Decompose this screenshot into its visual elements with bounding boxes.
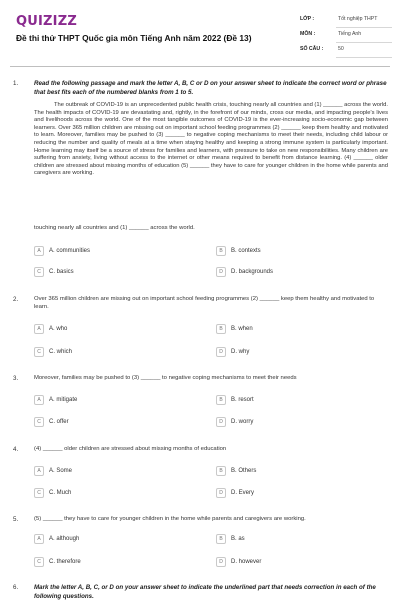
question-stem: Over 365 million children are missing out on important school feeding programmes (2) ______ keep them healthy and motivated to learn. bbox=[34, 296, 375, 310]
option-letter-box: B bbox=[216, 246, 226, 256]
option-letter-box: D bbox=[216, 557, 226, 567]
option-label: C. which bbox=[49, 348, 73, 355]
question-instruction: Mark the letter A, B, C, or D on your answer sheet to indicate the underlined part that needs correction in each of the following questions. bbox=[34, 584, 376, 600]
option-letter-box: A bbox=[34, 324, 44, 334]
document-title: Đề thi thử THPT Quốc gia môn Tiếng Anh năm 2022 (Đề 13) bbox=[16, 33, 252, 43]
question-number: 3. bbox=[13, 375, 19, 382]
page-header bbox=[0, 0, 400, 72]
option-label: A. who bbox=[49, 325, 68, 332]
option-letter-box: A bbox=[34, 246, 44, 256]
option-letter-box: B bbox=[216, 395, 226, 405]
option-d[interactable] bbox=[216, 417, 376, 429]
option-b[interactable] bbox=[216, 395, 376, 407]
option-b[interactable] bbox=[216, 324, 376, 336]
option-d[interactable] bbox=[216, 267, 376, 279]
meta-count-label: SỐ CÂU : bbox=[300, 46, 324, 52]
option-label: A. although bbox=[49, 535, 80, 542]
meta-class-label: LỚP : bbox=[300, 16, 315, 22]
question-stem: (5) ______ they have to care for younger children in the home while parents and caregivers are working. bbox=[34, 516, 306, 522]
option-letter-box: D bbox=[216, 267, 226, 277]
option-a[interactable] bbox=[34, 466, 194, 478]
option-a[interactable] bbox=[34, 534, 194, 546]
option-label: C. therefore bbox=[49, 558, 81, 565]
meta-count bbox=[300, 44, 392, 58]
meta-class-value: Tốt nghiệp THPT bbox=[338, 16, 378, 22]
question-number: 6. bbox=[13, 584, 19, 591]
option-label: D. worry bbox=[231, 418, 254, 425]
option-label: A. communities bbox=[49, 247, 91, 254]
option-label: D. why bbox=[231, 348, 250, 355]
quizizz-logo: QUIZIZZ bbox=[16, 14, 77, 29]
option-letter-box: D bbox=[216, 417, 226, 427]
option-label: B. Others bbox=[231, 467, 257, 474]
question-stem: (4) ______ older children are stressed about missing months of education bbox=[34, 446, 227, 452]
option-letter-box: C bbox=[34, 417, 44, 427]
option-d[interactable] bbox=[216, 488, 376, 500]
option-label: B. contexts bbox=[231, 247, 261, 254]
option-b[interactable] bbox=[216, 246, 376, 258]
question-stem: touching nearly all countries and (1) ______ across the world. bbox=[34, 225, 195, 231]
question-number: 4. bbox=[13, 446, 19, 453]
option-label: B. as bbox=[231, 535, 245, 542]
option-label: A. Some bbox=[49, 467, 73, 474]
meta-subject-value: Tiếng Anh bbox=[338, 31, 362, 37]
option-letter-box: B bbox=[216, 534, 226, 544]
option-label: D. however bbox=[231, 558, 262, 565]
option-label: C. offer bbox=[49, 418, 69, 425]
meta-subject bbox=[300, 29, 392, 43]
option-a[interactable] bbox=[34, 246, 194, 258]
question-instruction: Read the following passage and mark the letter A, B, C or D on your answer sheet to indicate the correct word or phrase that best fits each of the numbered blanks from 1 to 5. bbox=[34, 80, 387, 96]
option-letter-box: C bbox=[34, 488, 44, 498]
question-stem: Moreover, families may be pushed to (3) ______ to negative coping mechanisms to meet their needs bbox=[34, 375, 297, 381]
option-label: B. resort bbox=[231, 396, 254, 403]
reading-passage: The outbreak of COVID-19 is an unprecedented public health crisis, touching nearly all countries and (1) ______ across the world. The health impacts of COVID-19 are devastating and, rightly, in the forefront of our minds, cross our media, and impacting people's lives and livelihoods across the world. One of the most tangible outcomes of COVID-19 is the ever-increasing socio-economic gap between learners. Over 365 million children are missing out on important school feeding programmes (2) ______ keep them healthy and motivated to learn. Moreover, families may be pushed to (3) ______ to negative coping mechanisms to meet their needs, including child labour or reducing the number and quality of meals at a time when staying healthy and keeping a strong immune system is particularly important. Home learning may itself be a source of stress for families and learners, with pressure to take on new responsibilities. Many children are suffering from anxiety, living without access to the internet or other means required to benefit from distance learning. (4) ______ older children are stressed about missing months of education (5) ______ they have to care for younger children in the home while parents and caregivers are working. bbox=[34, 102, 388, 177]
header-divider bbox=[10, 66, 390, 67]
option-label: D. Every bbox=[231, 489, 255, 496]
option-letter-box: B bbox=[216, 466, 226, 476]
option-letter-box: C bbox=[34, 347, 44, 357]
option-c[interactable] bbox=[34, 557, 194, 569]
meta-count-value: 50 bbox=[338, 46, 344, 52]
option-letter-box: C bbox=[34, 557, 44, 567]
option-letter-box: D bbox=[216, 488, 226, 498]
option-letter-box: A bbox=[34, 534, 44, 544]
option-c[interactable] bbox=[34, 488, 194, 500]
option-d[interactable] bbox=[216, 557, 376, 569]
option-a[interactable] bbox=[34, 324, 194, 336]
option-d[interactable] bbox=[216, 347, 376, 359]
option-letter-box: C bbox=[34, 267, 44, 277]
option-label: B. when bbox=[231, 325, 253, 332]
option-a[interactable] bbox=[34, 395, 194, 407]
option-b[interactable] bbox=[216, 466, 376, 478]
meta-subject-label: MÔN : bbox=[300, 31, 316, 37]
question-number: 2. bbox=[13, 296, 19, 303]
option-label: C. basics bbox=[49, 268, 74, 275]
meta-class bbox=[300, 14, 392, 28]
option-c[interactable] bbox=[34, 417, 194, 429]
question-number: 5. bbox=[13, 516, 19, 523]
option-letter-box: B bbox=[216, 324, 226, 334]
option-b[interactable] bbox=[216, 534, 376, 546]
question-number: 1. bbox=[13, 80, 19, 87]
option-c[interactable] bbox=[34, 347, 194, 359]
option-label: A. mitigate bbox=[49, 396, 78, 403]
option-label: C. Much bbox=[49, 489, 72, 496]
option-label: D. backgrounds bbox=[231, 268, 274, 275]
option-c[interactable] bbox=[34, 267, 194, 279]
option-letter-box: A bbox=[34, 466, 44, 476]
option-letter-box: D bbox=[216, 347, 226, 357]
option-letter-box: A bbox=[34, 395, 44, 405]
